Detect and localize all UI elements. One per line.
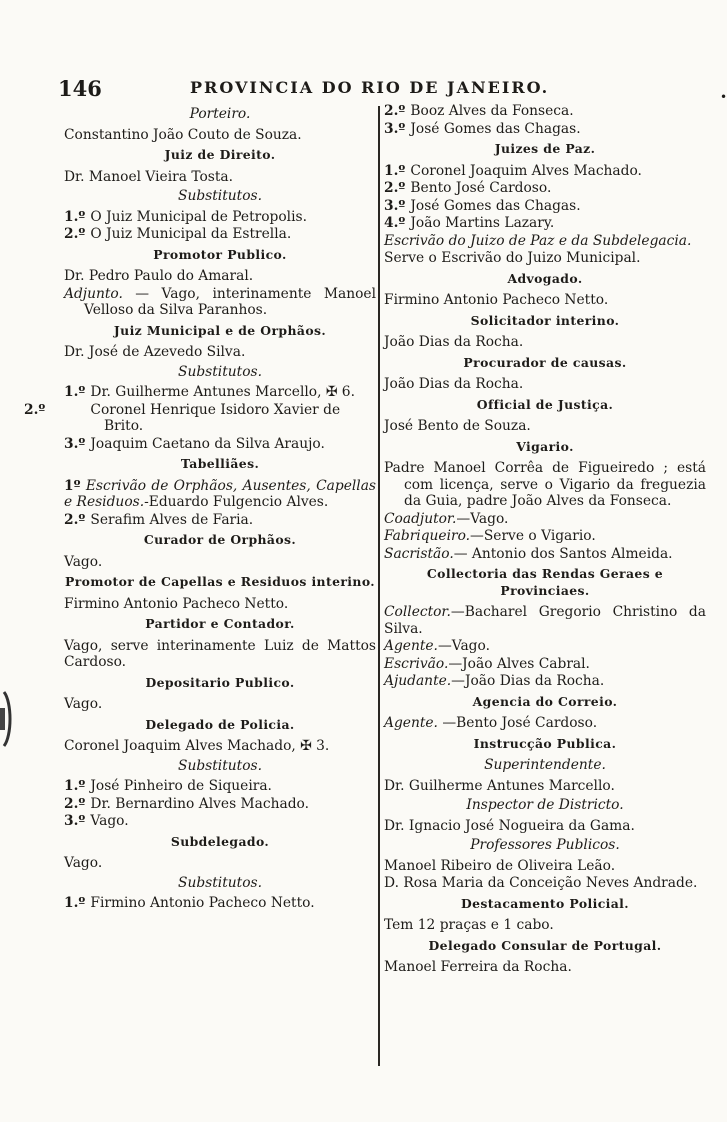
running-title: PROVINCIA DO RIO DE JANEIRO. — [190, 78, 550, 97]
sacristao-line: Sacristão.— Antonio dos Santos Almeida. — [384, 545, 673, 562]
list-item: 3.º Joaquim Caetano da Silva Araujo. — [64, 435, 325, 452]
list-item: 4.º João Martins Lazary. — [384, 215, 555, 231]
tabelliao-second: 2.º Serafim Alves de Faria. — [64, 511, 254, 528]
curador-text: Vago. — [64, 553, 103, 570]
list-item: 1.º Firmino Antonio Pacheco Netto. — [64, 895, 315, 911]
list-item: 1.º Coronel Joaquim Alves Machado. — [384, 162, 642, 179]
official-heading: Official de Justiça. — [476, 396, 614, 412]
escrivao-paz-text: Serve o Escrivão do Juizo Municipal. — [384, 250, 641, 266]
list-item: 2.º O Juiz Municipal da Estrella. — [64, 226, 292, 242]
tabelliaes-heading: Tabelliães. — [180, 456, 260, 471]
juiz-direito-heading: Juiz de Direito. — [164, 147, 276, 162]
inspector-text: Dr. Ignacio José Nogueira da Gama. — [384, 817, 635, 834]
destacamento-heading: Destacamento Policial. — [461, 895, 629, 911]
curador-heading: Curador de Orphãos. — [143, 532, 297, 547]
page-number: 146 — [58, 76, 102, 101]
juizes-paz-heading: Juizes de Paz. — [494, 141, 596, 156]
list-item: 3.º José Gomes das Chagas. — [384, 197, 581, 214]
subdelegado-text: Vago. — [64, 855, 103, 871]
juiz-municipal-heading: Juiz Municipal e de Orphãos. — [113, 322, 327, 338]
official-text: José Bento de Souza. — [384, 418, 531, 434]
partidor-text: Vago, serve interinamente Luiz de Mattos Cardoso. — [64, 637, 376, 670]
subdelegado-subs-label: Substitutos. — [178, 874, 262, 891]
juiz-municipal-name: Dr. José de Azevedo Silva. — [64, 344, 246, 360]
fabriqueiro-line: Fabriqueiro.—Serve o Vigario. — [384, 528, 596, 544]
solicitador-heading: Solicitador interino. — [470, 312, 620, 328]
column-divider — [378, 106, 380, 1066]
advogado-text: Firmino Antonio Pacheco Netto. — [384, 292, 609, 308]
vigario-text: Padre Manoel Corrêa de Figueiredo ; está com licença, serve o Vigario da freguezia da Guia, padre João Alves da Fonseca. — [384, 460, 706, 509]
list-item: 3.º Vago. — [64, 813, 129, 829]
list-item: 1.º O Juiz Municipal de Petropolis. — [64, 208, 307, 225]
professores-label: Professores Publicos. — [470, 837, 620, 853]
binding-mark-icon — [0, 690, 14, 748]
consul-text: Manoel Ferreira da Rocha. — [384, 959, 572, 975]
list-item: 2.º Booz Alves da Fonseca. — [384, 103, 574, 119]
escrivao-line: Escrivão.—João Alves Cabral. — [384, 655, 590, 672]
list-item: 1.º Dr. Guilherme Antunes Marcello, ✠ 6. — [64, 384, 355, 400]
ajudante-line: Ajudante.—João Dias da Rocha. — [384, 673, 605, 689]
delegado-heading: Delegado de Policia. — [145, 716, 295, 732]
instrucao-heading: Instrucção Publica. — [473, 735, 617, 751]
consul-heading: Delegado Consular de Portugal. — [428, 937, 662, 953]
promotor-heading: Promotor Publico. — [153, 246, 287, 262]
promotor-adjunto: Adjunto. — Vago, interinamente Manoel Velloso da Silva Paranhos. — [64, 285, 376, 318]
correio-agente-line: Agente. —Bento José Cardoso. — [384, 715, 598, 731]
escrivao-paz-label: Escrivão do Juizo de Paz e da Subdelegacia. — [384, 232, 692, 249]
list-item: 3.º José Gomes das Chagas. — [384, 120, 581, 137]
correio-heading: Agencia do Correio. — [472, 693, 618, 709]
depositario-text: Vago. — [64, 696, 103, 712]
right-column — [384, 103, 706, 977]
depositario-heading: Depositario Publico. — [145, 674, 295, 690]
promotor-capellas-text: Firmino Antonio Pacheco Netto. — [64, 595, 289, 612]
vigario-heading: Vigario. — [516, 438, 574, 454]
juiz-municipal-subs-label: Substitutos. — [178, 363, 262, 380]
coadjutor-line: Coadjutor.—Vago. — [384, 510, 509, 527]
partidor-heading: Partidor e Contador. — [145, 616, 295, 631]
agente-line: Agente.—Vago. — [384, 638, 490, 654]
advogado-heading: Advogado. — [507, 270, 583, 286]
solicitador-text: João Dias da Rocha. — [384, 334, 524, 350]
list-item: 2.º Dr. Bernardino Alves Machado. — [64, 795, 310, 812]
superintendente-text: Dr. Guilherme Antunes Marcello. — [384, 777, 615, 794]
porteiro-label: Porteiro. — [189, 106, 251, 122]
tabelliao-first: 1º Escrivão de Orphãos, Ausentes, Capellas e Residuos.-Eduardo Fulgencio Alves. — [64, 477, 376, 510]
procurador-heading: Procurador de causas. — [463, 354, 627, 370]
list-item: D. Rosa Maria da Conceição Neves Andrade. — [384, 875, 698, 891]
procurador-text: João Dias da Rocha. — [384, 376, 524, 392]
juiz-direito-subs-label: Substitutos. — [178, 188, 262, 204]
list-item: 1.º José Pinheiro de Siqueira. — [64, 778, 272, 794]
juiz-direito-name: Dr. Manoel Vieira Tosta. — [64, 168, 234, 185]
delegado-subs-label: Substitutos. — [178, 757, 262, 774]
list-item: Manoel Ribeiro de Oliveira Leão. — [384, 857, 616, 874]
promotor-name: Dr. Pedro Paulo do Amaral. — [64, 268, 254, 284]
destacamento-text: Tem 12 praças e 1 cabo. — [384, 917, 554, 933]
margin-dot: • — [720, 90, 727, 104]
delegado-name: Coronel Joaquim Alves Machado, ✠ 3. — [64, 738, 330, 754]
collectoria-heading: Collectoria das Rendas Geraes e Provinciaes. — [426, 566, 664, 598]
left-column — [24, 103, 376, 913]
subdelegado-heading: Subdelegado. — [170, 833, 270, 849]
list-item: 2.º Coronel Henrique Isidoro Xavier de Brito. — [24, 401, 341, 434]
collector-line: Collector.—Bacharel Gregorio Christino da Silva. — [384, 604, 706, 637]
superintendente-label: Superintendente. — [484, 757, 606, 773]
list-item: 2.º Bento José Cardoso. — [384, 180, 552, 196]
porteiro-name: Constantino João Couto de Souza. — [64, 126, 302, 143]
inspector-label: Inspector de Districto. — [466, 797, 624, 813]
promotor-capellas-heading: Promotor de Capellas e Residuos interino. — [65, 574, 375, 589]
